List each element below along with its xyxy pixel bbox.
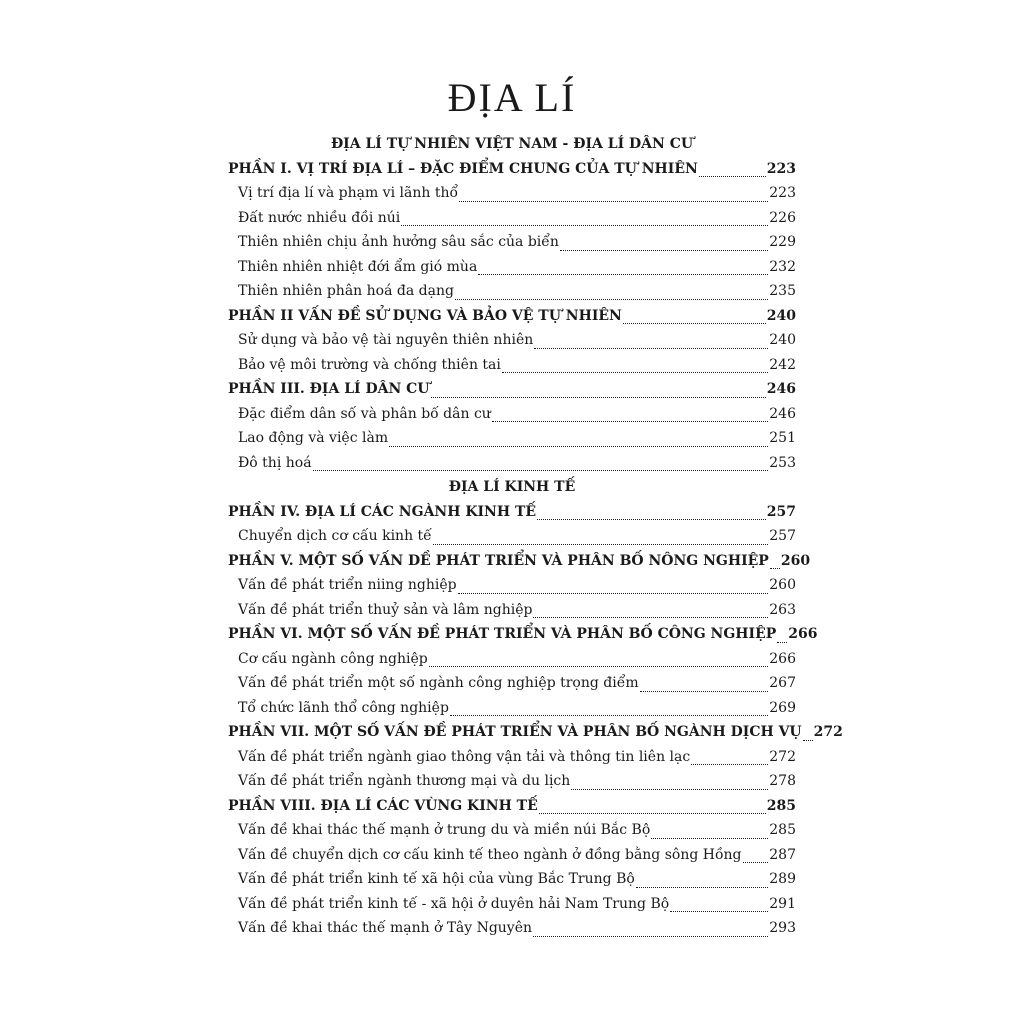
toc-item-entry[interactable] — [228, 328, 796, 353]
toc-part-label: PHẦN I. VỊ TRÍ ĐỊA LÍ – ĐẶC ĐIỂM CHUNG CỦA TỰ NHIÊN — [228, 160, 698, 177]
toc-page-number: 240 — [766, 307, 796, 324]
toc-item-entry[interactable] — [228, 867, 796, 892]
dot-leader — [777, 641, 787, 643]
toc-item-entry[interactable] — [228, 524, 796, 549]
toc-part-label: PHẦN V. MỘT SỐ VẤN DỀ PHÁT TRIỂN VÀ PHÂN BỐ NÔNG NGHIỆP — [228, 552, 769, 569]
toc-page-number: 267 — [769, 675, 796, 691]
toc-part-entry[interactable] — [228, 377, 796, 402]
section-heading: ĐỊA LÍ TỰ NHIÊN VIỆT NAM - ĐỊA LÍ DÂN CƯ — [330, 136, 694, 152]
toc-item-label: Thiên nhiên nhiệt đới ẩm gió mùa — [238, 258, 478, 275]
toc-page-number: 272 — [813, 724, 843, 740]
dot-leader — [431, 396, 766, 398]
toc-page-number: 285 — [769, 822, 796, 838]
dot-leader — [401, 224, 768, 226]
dot-leader — [313, 469, 769, 471]
dot-leader — [691, 763, 768, 765]
toc-part-label: PHẦN III. ĐỊA LÍ DÂN CƯ — [228, 381, 430, 397]
toc-item-entry[interactable] — [228, 206, 796, 231]
toc-page-number: 291 — [769, 895, 796, 912]
toc-item-entry[interactable] — [228, 647, 796, 672]
toc-part-label: PHẦN VIII. ĐỊA LÍ CÁC VÙNG KINH TẾ — [228, 797, 538, 814]
dot-leader — [651, 837, 768, 839]
toc-item-label: Vấn đề phát triển thuỷ sản và lâm nghiệp — [238, 601, 533, 618]
toc-item-entry[interactable] — [228, 916, 796, 941]
toc-item-label: Lao động và việc làm — [238, 430, 389, 446]
toc-page-number: 269 — [769, 699, 796, 716]
toc-page-number: 272 — [769, 748, 796, 765]
dot-leader — [537, 518, 766, 520]
toc-item-label: Vấn đề khai thác thế mạnh ở Tây Nguyên — [238, 920, 533, 936]
dot-leader — [803, 739, 813, 741]
toc-item-entry[interactable] — [228, 696, 796, 721]
toc-item-label: Vấn đề phát triển một số ngành công nghiệp trọng điểm — [238, 675, 639, 691]
toc-item-entry[interactable] — [228, 353, 796, 378]
toc-page-number: 260 — [780, 552, 811, 569]
dot-leader — [450, 714, 768, 716]
toc-page-number: 251 — [769, 430, 796, 446]
toc-part-entry[interactable] — [228, 500, 796, 525]
dot-leader — [560, 249, 768, 251]
toc-page-number: 232 — [769, 258, 796, 275]
toc-page-number: 260 — [769, 577, 796, 593]
dot-leader — [389, 445, 768, 447]
toc-page-number: 266 — [769, 650, 796, 667]
toc-item-entry[interactable] — [228, 426, 796, 451]
dot-leader — [699, 175, 766, 177]
toc-page-number: 226 — [769, 209, 796, 226]
toc-item-label: Vấn đề khai thác thế mạnh ở trung du và miền núi Bắc Bộ — [238, 822, 651, 838]
toc-part-entry[interactable] — [228, 622, 818, 647]
toc-item-label: Thiên nhiên chịu ảnh hưởng sâu sắc của biển — [238, 234, 559, 250]
toc-item-entry[interactable] — [228, 230, 796, 255]
toc-page-number: 235 — [769, 283, 796, 299]
toc-item-label: Vấn đề phát triển kinh tế xã hội của vùng Bắc Trung Bộ — [238, 871, 635, 887]
toc-item-label: Đô thị hoá — [238, 454, 312, 471]
toc-page-number: 242 — [769, 356, 796, 373]
toc-item-label: Sử dụng và bảo vệ tài nguyên thiên nhiên — [238, 332, 534, 348]
toc-part-entry[interactable] — [228, 549, 811, 574]
dot-leader — [636, 886, 768, 888]
toc-item-label: Vấn đề phát triển ngành thương mại và du lịch — [238, 773, 571, 789]
dot-leader — [670, 910, 768, 912]
toc-page-number: 223 — [766, 160, 796, 177]
toc-item-entry[interactable] — [228, 598, 796, 623]
toc-page-number: 240 — [769, 332, 796, 348]
toc-item-label: Cơ cấu ngành công nghiệp — [238, 650, 428, 667]
toc-part-entry[interactable] — [228, 304, 796, 329]
dot-leader — [492, 420, 768, 422]
toc-item-entry[interactable] — [228, 451, 796, 476]
toc-item-entry[interactable] — [228, 671, 796, 696]
toc-item-label: Vấn đề phát triển ngành giao thông vận tải và thông tin liên lạc — [238, 748, 691, 765]
toc-item-label: Thiên nhiên phân hoá đa dạng — [238, 283, 454, 299]
section-heading: ĐỊA LÍ KINH TẾ — [448, 479, 576, 495]
dot-leader — [571, 788, 768, 790]
dot-leader — [534, 347, 768, 349]
toc-item-entry[interactable] — [228, 402, 796, 427]
dot-leader — [533, 616, 768, 618]
toc-page-number: 289 — [769, 871, 796, 887]
toc-item-entry[interactable] — [228, 769, 796, 794]
toc-item-entry[interactable] — [228, 818, 796, 843]
toc-item-label: Bảo vệ môi trường và chống thiên tai — [238, 356, 501, 373]
toc-page-number: 257 — [766, 503, 796, 520]
toc-item-label: Vị trí địa lí và phạm vi lãnh thổ — [238, 185, 459, 201]
toc-page-number: 229 — [769, 234, 796, 250]
toc-page-number: 266 — [788, 626, 818, 642]
toc-item-label: Tổ chức lãnh thổ công nghiệp — [238, 699, 449, 716]
toc-item-entry[interactable] — [228, 573, 796, 598]
toc-item-label: Chuyển dịch cơ cấu kinh tế — [238, 528, 432, 544]
dot-leader — [433, 543, 768, 545]
toc-page-number: 246 — [766, 381, 796, 397]
toc-page-number: 263 — [769, 601, 796, 618]
toc-part-entry[interactable] — [228, 720, 843, 745]
toc-page-number: 293 — [769, 920, 796, 936]
toc-page-number: 257 — [769, 528, 796, 544]
dot-leader — [429, 665, 769, 667]
toc-item-entry[interactable] — [228, 843, 796, 868]
toc-part-label: PHẦN VI. MỘT SỐ VẤN ĐỀ PHÁT TRIỂN VÀ PHÂN BỐ CÔNG NGHIỆP — [228, 626, 777, 642]
toc-page-number: 278 — [769, 773, 796, 789]
dot-leader — [458, 592, 769, 594]
toc-item-label: Vấn đề phát triển niing nghiệp — [238, 577, 457, 593]
dot-leader — [770, 567, 780, 569]
toc-part-entry[interactable] — [228, 157, 796, 182]
dot-leader — [640, 690, 769, 692]
toc-item-entry[interactable] — [228, 181, 796, 206]
table-of-contents — [228, 132, 843, 941]
dot-leader — [623, 322, 766, 324]
toc-item-entry[interactable] — [228, 279, 796, 304]
dot-leader — [455, 298, 768, 300]
dot-leader — [533, 935, 768, 937]
toc-item-label: Đặc điểm dân số và phân bố dân cư — [238, 405, 491, 422]
dot-leader — [502, 371, 768, 373]
dot-leader — [743, 861, 769, 863]
page-title: ĐỊA LÍ — [447, 75, 577, 120]
dot-leader — [539, 812, 766, 814]
dot-leader — [459, 200, 768, 202]
toc-part-label: PHẦN IV. ĐỊA LÍ CÁC NGÀNH KINH TẾ — [228, 503, 537, 520]
toc-item-entry[interactable] — [228, 892, 796, 917]
toc-page-number: 246 — [769, 405, 796, 422]
toc-part-label: PHẦN VII. MỘT SỐ VẤN ĐỀ PHÁT TRIỂN VÀ PHÂN BỐ NGÀNH DỊCH VỤ — [228, 724, 802, 740]
toc-item-label: Vấn đề phát triển kinh tế - xã hội ở duyên hải Nam Trung Bộ — [238, 895, 670, 912]
toc-page-number: 253 — [769, 454, 796, 471]
toc-page-number: 223 — [769, 185, 796, 201]
toc-page-number: 287 — [769, 846, 796, 863]
toc-part-label: PHẦN II VẤN ĐỀ SỬ DỤNG VÀ BẢO VỆ TỰ NHIÊN — [228, 307, 622, 324]
dot-leader — [478, 273, 768, 275]
toc-page-number: 285 — [766, 797, 796, 814]
toc-part-entry[interactable] — [228, 794, 796, 819]
toc-item-entry[interactable] — [228, 255, 796, 280]
toc-item-label: Đất nước nhiều đồi núi — [238, 209, 401, 226]
toc-item-label: Vấn đề chuyển dịch cơ cấu kinh tế theo ngành ở đồng bằng sông Hồng — [238, 846, 742, 863]
toc-item-entry[interactable] — [228, 745, 796, 770]
